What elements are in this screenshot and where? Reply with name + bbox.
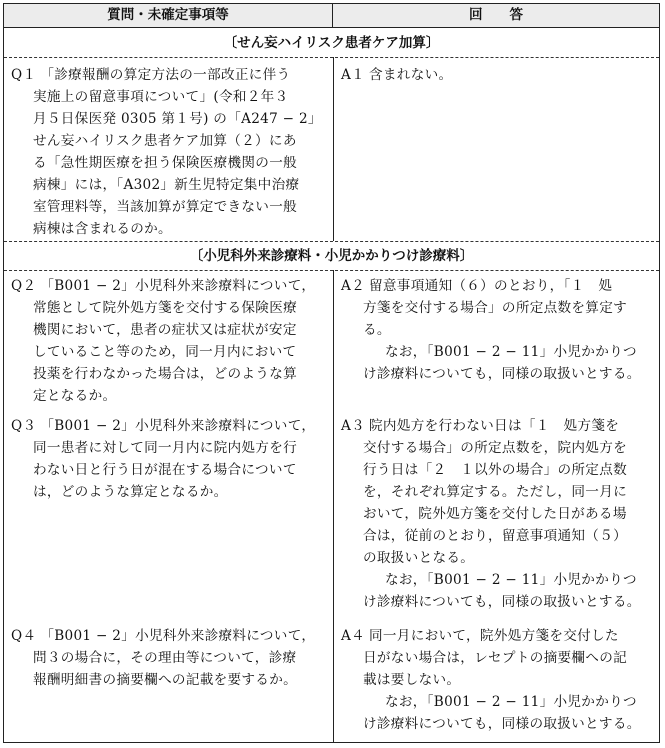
answer-4: A４ 同一月において，院外処方箋を交付した 日がない場合は，レセプトの摘要欄への記 載は要しない。 なお，「B001 − 2 − 11」小児かかりつ け診療料についても，同様の取扱いとする。 — [341, 625, 654, 735]
question-2: Q２ 「B001 − 2」小児科外来診療料について， 常態として院外処方箋を交付する保険医療 機関において，患者の症状又は症状が安定 していること等のため，同一月内において 投薬を行わなかった場合は，どのような算 定となるか。 — [11, 275, 327, 407]
question-label: Q１ — [11, 67, 37, 83]
answer-label: A４ — [341, 628, 366, 644]
column-divider — [333, 270, 334, 742]
header-question-column: 質問・未確定事項等 — [4, 4, 333, 28]
qa-table — [3, 3, 660, 743]
answer-2: A２ 留意事項通知（６）のとおり，「１ 処 方箋を交付する場合」の所定点数を算定す る。 なお，「B001 − 2 − 11」小児かかりつ け診療料についても，同様の取扱いとする。 — [341, 275, 654, 385]
question-1: Q１ 「診療報酬の算定方法の一部改正に伴う 実施上の留意事項について」(令和２年３ 月５日保医発 0305 第１号) の「A247 − 2」 せん妄ハイリスク患者ケア加算（２）にあ る「急性期医療を担う保険医療機関の一般 病棟」には，「A302」新生児特定集中治療 室管理料等，当該加算が算定できない一般 病棟は含まれるのか。 — [11, 64, 327, 240]
question-label: Q４ — [11, 628, 37, 644]
question-4: Q４ 「B001 − 2」小児科外来診療料について， 問３の場合に，その理由等について，診療 報酬明細書の摘要欄への記載を要するか。 — [11, 625, 327, 691]
question-label: Q３ — [11, 418, 37, 434]
column-divider — [333, 57, 334, 241]
header-answer-column: 回 答 — [333, 4, 659, 28]
section-divider — [4, 57, 659, 58]
answer-1: A１ 含まれない。 — [341, 64, 654, 86]
answer-label: A１ — [341, 67, 366, 83]
answer-label: A３ — [341, 418, 366, 434]
section-divider — [4, 270, 659, 271]
answer-label: A２ — [341, 278, 366, 294]
section-title-pediatric: 〔小児科外来診療料・小児かかりつけ診療料〕 — [189, 248, 474, 264]
section-title-delirium: 〔せん妄ハイリスク患者ケア加算〕 — [223, 35, 440, 51]
section-divider — [4, 241, 659, 242]
question-3: Q３ 「B001 − 2」小児科外来診療料について， 同一患者に対して同一月内に院内処方を行 わない日と行う日が混在する場合について は，どのような算定となるか。 — [11, 415, 327, 503]
question-label: Q２ — [11, 278, 37, 294]
answer-3: A３ 院内処方を行わない日は「１ 処方箋を 交付する場合」の所定点数を，院内処方を 行う日は「２ １以外の場合」の所定点数 を，それぞれ算定する。ただし，同一月に おいて，院外処方箋を交付した日がある場 合は，従前のとおり，留意事項通知（５） の取扱いとなる。 なお，「B001 − 2 − 11」小児かかりつ け診療料についても，同様の取扱いとする。 — [341, 415, 654, 613]
